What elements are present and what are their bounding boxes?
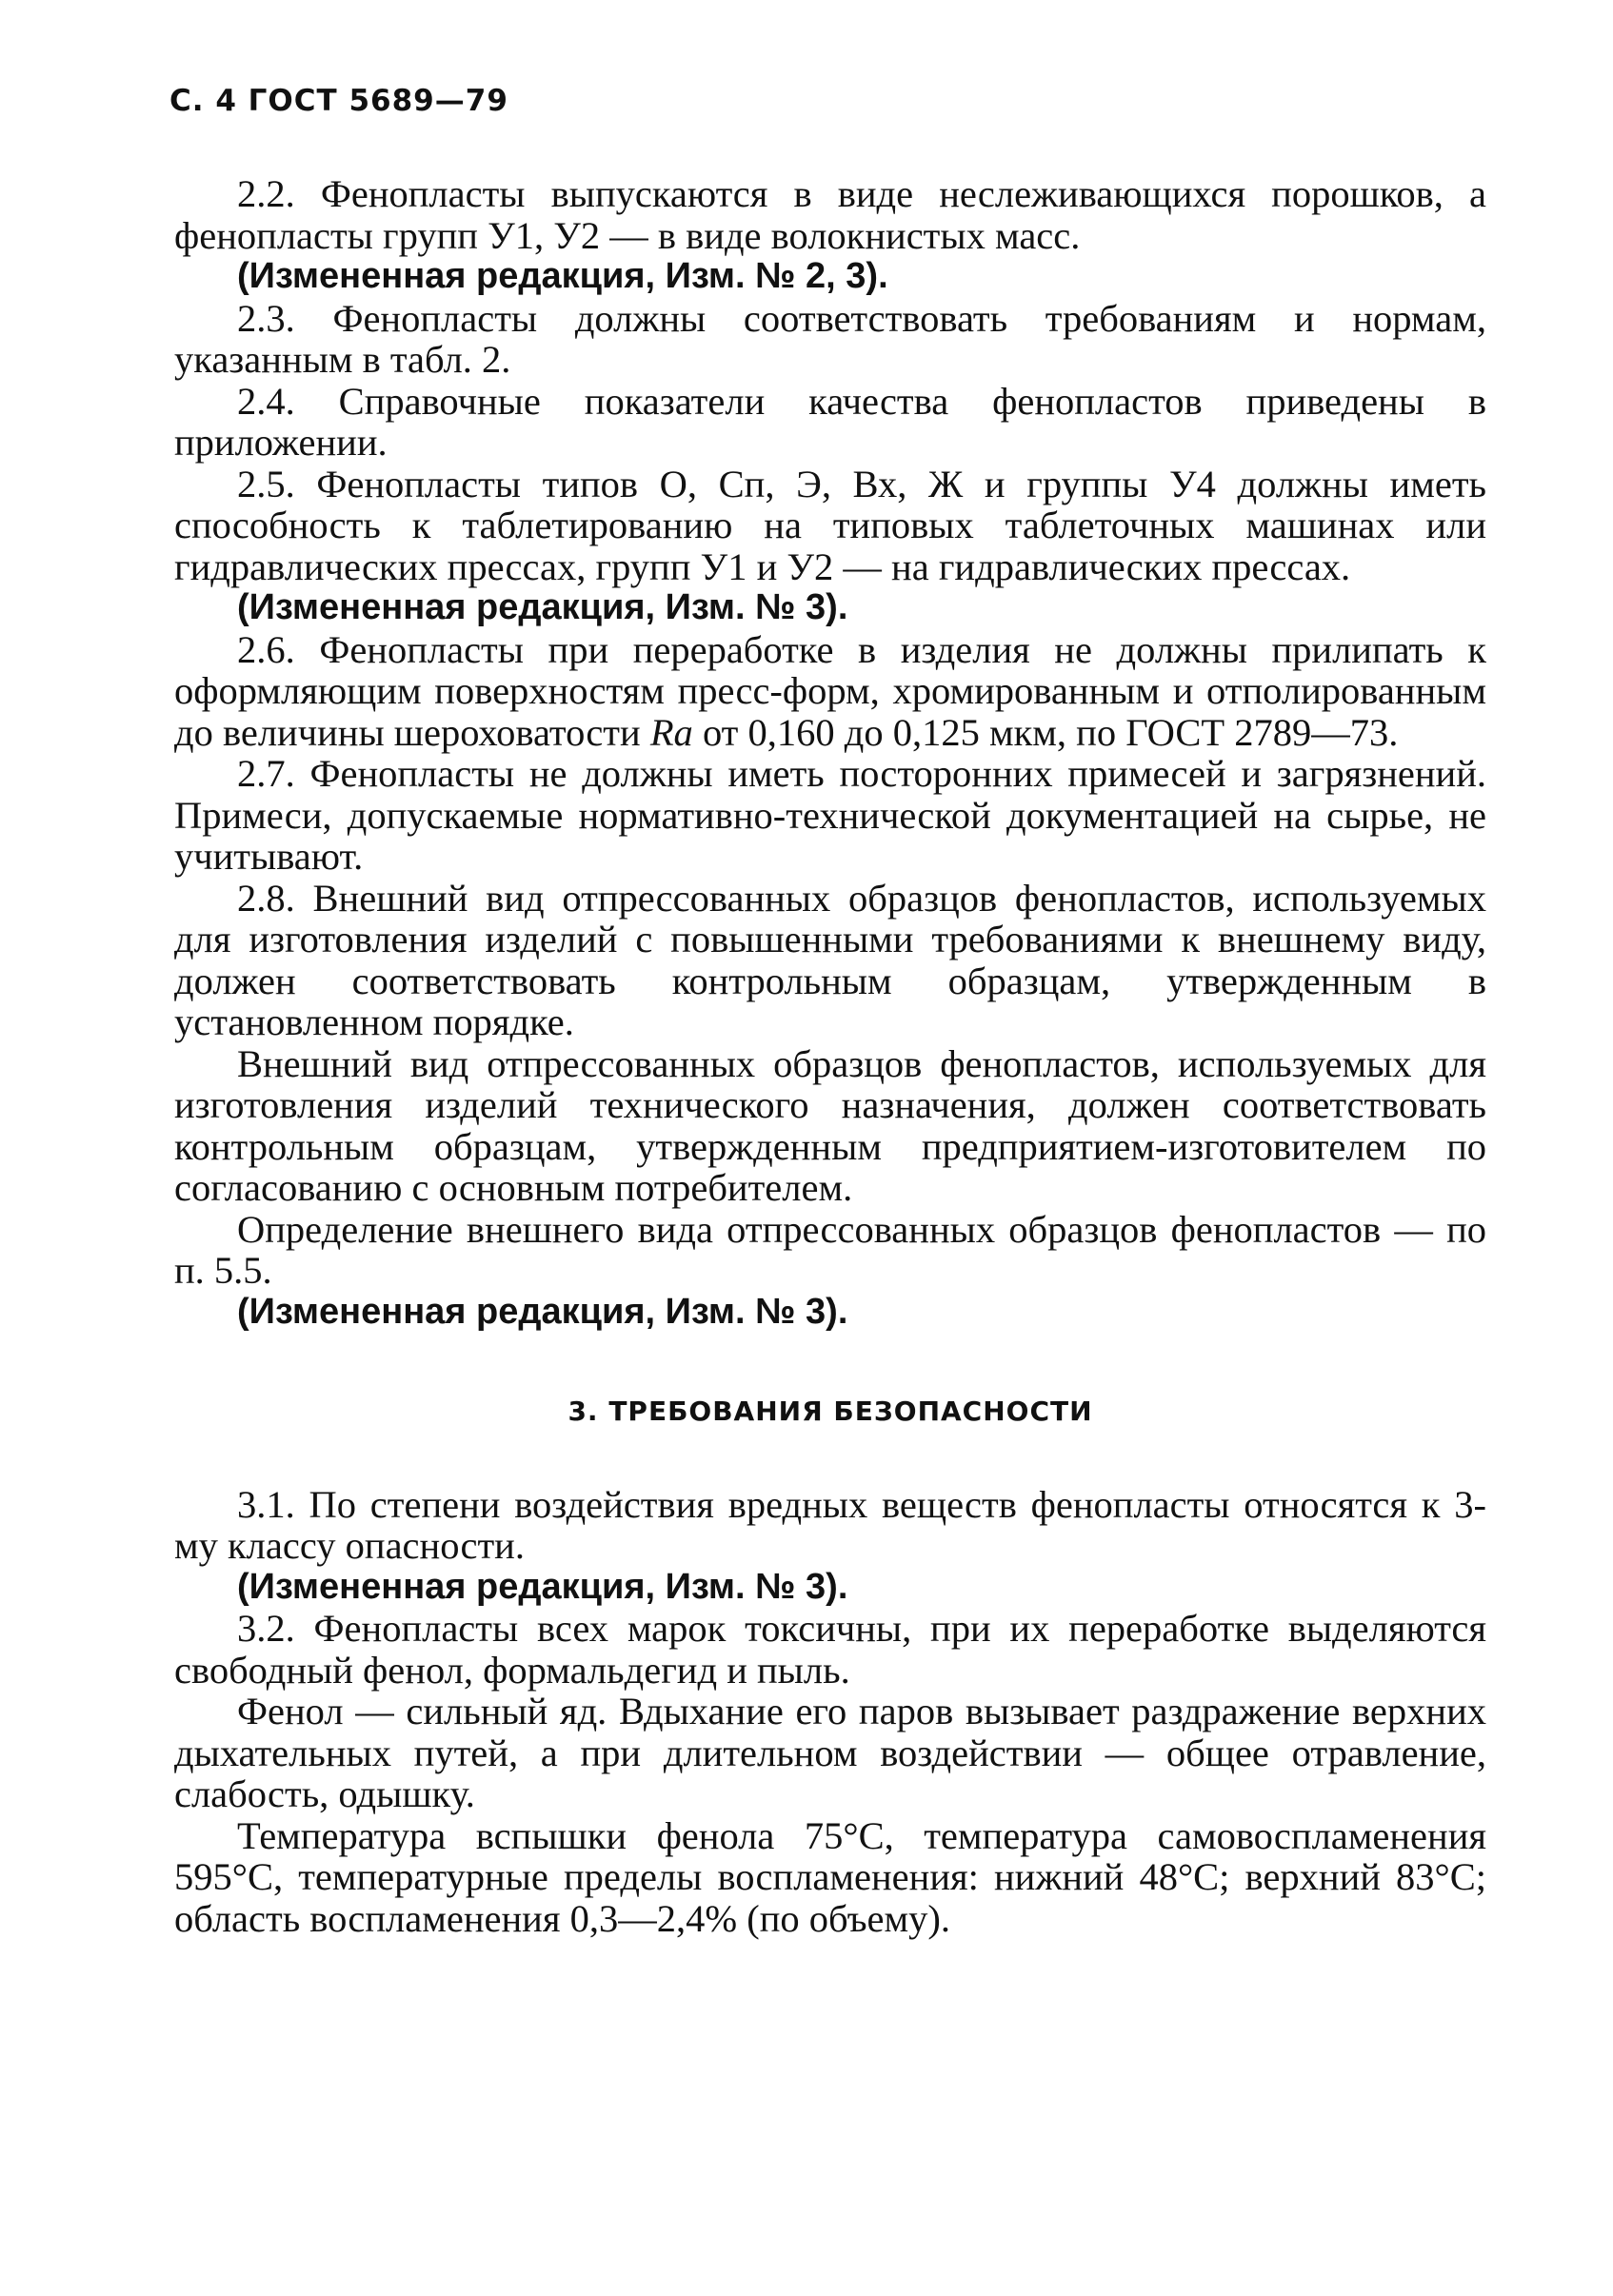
paragraph-2-5: 2.5. Фенопласты типов О, Сп, Э, Вх, Ж и группы У4 должны иметь способность к таблетированию на типовых таблеточных машинах или гидравлических прессах, групп У1 и У2 — на гидравлических прессах. (174, 462, 1486, 588)
paragraph-2-6-text-b: от 0,160 до 0,125 мкм, по ГОСТ 2789—73. (692, 710, 1399, 754)
paragraph-2-8: 2.8. Внешний вид отпрессованных образцов фенопластов, используемых для изготовления изделий с повышенными требованиями к внешнему виду, должен соответствовать контрольным образцам, утвержденным в установленном порядке. (174, 876, 1486, 1043)
paragraph-3-2-c: Температура вспышки фенола 75°С, температура самовоспламенения 595°С, температурные пределы воспламенения: нижний 48°С; верхний 83°С; область воспламенения 0,3—2,4% (по объему). (174, 1813, 1486, 1940)
paragraph-2-8-c: Определение внешнего вида отпрессованных образцов фенопластов — по п. 5.5. (174, 1207, 1486, 1292)
roughness-symbol: Ra (649, 710, 693, 754)
paragraph-3-1: 3.1. По степени воздействия вредных веществ фенопласты относятся к 3-му классу опасности. (174, 1482, 1486, 1567)
paragraph-2-2: 2.2. Фенопласты выпускаются в виде неслеживающихся порошков, а фенопласты групп У1, У2 — в виде волокнистых масс. (174, 172, 1486, 257)
amendment-note: (Измененная редакция, Изм. № 2, 3). (237, 256, 888, 296)
paragraph-3-2: 3.2. Фенопласты всех марок токсичны, при их переработке выделяются свободный фенол, формальдегид и пыль. (174, 1607, 1486, 1692)
paragraph-3-2-b: Фенол — сильный яд. Вдыхание его паров вызывает раздражение верхних дыхательных путей, а при длительном воздействии — общее отравление, слабость, одышку. (174, 1690, 1486, 1815)
paragraph-2-4: 2.4. Справочные показатели качества фенопластов приведены в приложении. (174, 379, 1486, 464)
paragraph-2-3: 2.3. Фенопласты должны соответствовать требованиям и нормам, указанным в табл. 2. (174, 296, 1486, 381)
amendment-note: (Измененная редакция, Изм. № 3). (237, 587, 848, 627)
paragraph-2-7: 2.7. Фенопласты не должны иметь посторонних примесей и загрязнений. Примеси, допускаемые нормативно-технической документацией на сырье, не учитывают. (174, 752, 1486, 878)
paragraph-2-8-b: Внешний вид отпрессованных образцов фенопластов, используемых для изготовления изделий технического назначения, должен соответствовать контрольным образцам, утвержденным предприятием-изготовителем по согласованию с основным потребителем. (174, 1041, 1486, 1209)
paragraph-2-6-text-a: 2.6. Фенопласты при переработке в изделия не должны прилипать к оформляющим поверхностям пресс-форм, хромированным и отполированным до величины шероховатости (174, 627, 1486, 754)
running-head: С. 4 ГОСТ 5689—79 (169, 84, 508, 118)
paragraph-2-6 (174, 629, 1486, 754)
amendment-note: (Измененная редакция, Изм. № 3). (237, 1566, 848, 1607)
section-title: 3. ТРЕБОВАНИЯ БЕЗОПАСНОСТИ (568, 1395, 1093, 1427)
body-text (174, 173, 1486, 1939)
amendment-note: (Измененная редакция, Изм. № 3). (237, 1291, 848, 1332)
